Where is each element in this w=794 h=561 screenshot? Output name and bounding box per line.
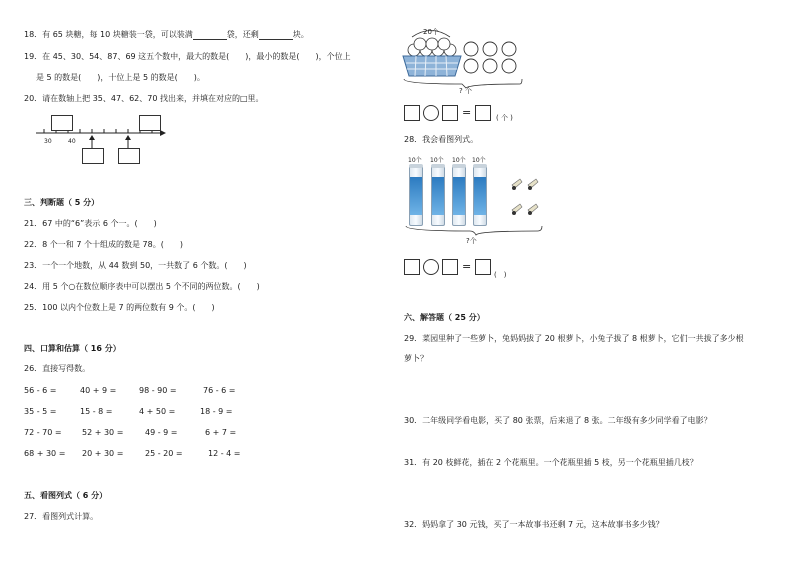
calc-item: 12 - 4 =: [208, 449, 241, 458]
question-21: 21．67 中的“6”表示 6 个一。( ): [24, 219, 157, 228]
question-23: 23．一个一个地数，从 44 数到 50，一共数了 6 个数。( ): [24, 261, 247, 270]
calc-item: 18 - 9 =: [200, 407, 233, 416]
brace-bottom-2: [406, 226, 542, 235]
calc-item: 20 + 30 =: [82, 449, 124, 458]
calc-item: 76 - 6 =: [203, 386, 236, 395]
section-6-title: 六、解答题（ 25 分）: [404, 313, 485, 322]
equation2-unit: ( ): [494, 271, 507, 279]
question-20: 20．请在数轴上把 35、47、62、70 找出来，并填在对应的□里。: [24, 94, 264, 103]
calc-item: 56 - 6 =: [24, 386, 57, 395]
question-24: 24．用 5 个○在数位顺序表中可以摆出 5 个不同的两位数。( ): [24, 282, 260, 291]
calc-item: 4 + 50 =: [139, 407, 176, 416]
equation2-equals: =: [462, 260, 472, 273]
calc-item: 52 + 30 =: [82, 428, 124, 437]
shuttlecock-icon: [512, 204, 522, 215]
tube-label: 10个: [452, 157, 466, 164]
calc-item: 35 - 5 =: [24, 407, 57, 416]
calc-item: 98 - 90 =: [139, 386, 177, 395]
equation2-operator-circle[interactable]: [423, 259, 439, 275]
section-3-title: 三、判断题（ 5 分）: [24, 198, 100, 207]
tube-label: 10个: [472, 157, 486, 164]
fig1-top-label: 20个: [423, 28, 439, 36]
question-25: 25．100 以内个位数上是 7 的两位数有 9 个。( ): [24, 303, 215, 312]
question-26: 26．直接写得数。: [24, 364, 91, 373]
question-31: 31．有 20 枝鲜花，插在 2 个花瓶里。一个花瓶里插 5 枝，另一个花瓶里插几枝？: [404, 458, 698, 467]
equation1-unit: ( 个 ): [496, 114, 513, 122]
question-32: 32．妈妈拿了 30 元钱，买了一本故事书还剩 7 元，这本故事书多少钱？: [404, 520, 664, 529]
question-28: 28．我会看图列式。: [404, 135, 479, 144]
equation2-result-box[interactable]: [475, 259, 491, 275]
section-5-title: 五、看图列式（ 6 分）: [24, 491, 108, 500]
fig1-bottom-label: ? 个: [459, 87, 472, 95]
section-4-title: 四、口算和估算（ 16 分）: [24, 344, 121, 353]
question-19-line1: 19．在 45、30、54、87、69 这五个数中，最大的数是( )，最小的数是( )，个位上: [24, 52, 351, 61]
question-27: 27．看图列式计算。: [24, 512, 99, 521]
shuttlecock-icon: [528, 179, 538, 190]
calc-item: 72 - 70 =: [24, 428, 62, 437]
calc-item: 40 + 9 =: [80, 386, 117, 395]
equation1-equals: =: [462, 106, 472, 119]
shuttlecock-icon: [528, 204, 538, 215]
calc-item: 15 - 8 =: [80, 407, 113, 416]
question-19-line2: 是 5 的数是( )，十位上是 5 的数是( )。: [36, 73, 205, 82]
calc-item: 25 - 20 =: [145, 449, 183, 458]
equation2-box-1[interactable]: [404, 259, 420, 275]
question-29-line1: 29．菜园里种了一些萝卜，兔妈妈拔了 20 根萝卜，小兔子拔了 8 根萝卜，它们一共拔了多少根: [404, 334, 744, 343]
tube-label: 10个: [408, 157, 422, 164]
axis-label-30: 30: [44, 138, 52, 145]
question-30: 30．二年级同学看电影，买了 80 张票，后来退了 8 张。二年级有多少同学看了电影？: [404, 416, 712, 425]
question-18: 18．有 65 块糖，每 10 块糖装一袋，可以装满 袋，还剩 块。: [24, 30, 309, 39]
calc-item: 49 - 9 =: [145, 428, 178, 437]
fig2-bottom-label: ?个: [466, 237, 477, 245]
question-29-line2: 萝卜？: [404, 354, 428, 363]
equation2-box-2[interactable]: [442, 259, 458, 275]
tube-label: 10个: [430, 157, 444, 164]
calc-item: 68 + 30 =: [24, 449, 66, 458]
axis-label-40: 40: [68, 138, 76, 145]
shuttlecock-icon: [512, 179, 522, 190]
question-22: 22．8 个一和 7 个十组成的数是 78。( ): [24, 240, 183, 249]
calc-item: 6 + 7 =: [205, 428, 237, 437]
